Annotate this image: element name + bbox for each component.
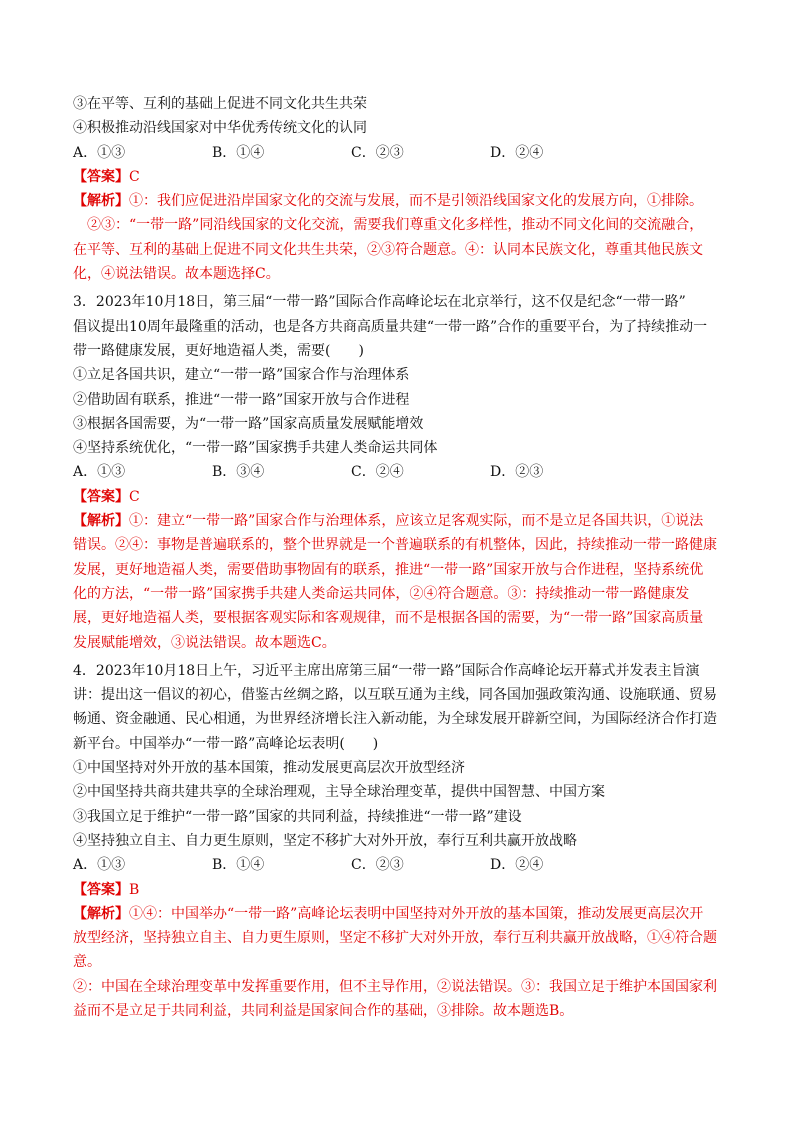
q4-stem-line-4: 新平台。中国举办“一带一路”高峰论坛表明( ): [73, 735, 379, 752]
q3-analysis-line-2: 错误。②④：事物是普遍联系的，整个世界就是一个普遍联系的有机整体，因此，持续推动一带一路健康: [73, 537, 717, 554]
q2-answer: [73, 165, 738, 189]
answer-value: C: [129, 168, 140, 185]
q4-analysis-line-1: [73, 902, 738, 926]
answer-value: C: [129, 488, 140, 505]
q3-item-2: ②借助固有联系，推进“一带一路”国家开放与合作进程: [73, 391, 410, 408]
q4-stem-line-3: 畅通、资金融通、民心相通，为世界经济增长注入新动能，为全球发展开辟新空间，为国际经济合作打造: [73, 711, 717, 728]
q3-item-3: ③根据各国需要，为“一带一路”国家高质量发展赋能增效: [73, 415, 424, 432]
q3-item-1: ①立足各国共识，建立“一带一路”国家合作与治理体系: [73, 367, 410, 384]
q3-analysis-line-5: 展，更好地造福人类，要根据客观实际和客观规律，而不是根据各国的需要，为“一带一路”国家高质量: [73, 610, 704, 627]
q3-analysis-line-4: 化的方法，“一带一路”国家携手共建人类命运共同体，②④符合题意。③：持续推动一带一路健康发: [73, 585, 690, 602]
analysis-text: ①：我们应促进沿岸国家文化的交流与发展，而不是引领沿线国家文化的发展方向，①排除。: [129, 193, 703, 210]
analysis-label: 【解析】: [73, 905, 129, 922]
question-3: [73, 290, 738, 654]
q3-options: [73, 460, 738, 484]
q3-stem-line-2: 倡议提出10周年最隆重的活动，也是各方共商高质量共建“一带一路”合作的重要平台，为了持续推动一: [73, 318, 708, 335]
analysis-text: ①④：中国举办“一带一路”高峰论坛表明中国坚持对外开放的基本国策，推动发展更高层次开: [129, 905, 704, 922]
q2-item-3: ③在平等、互利的基础上促进不同文化共生共荣: [73, 96, 367, 112]
document-page: [73, 92, 738, 1023]
q4-analysis-line-4: ②：中国在全球治理变革中发挥重要作用，但不主导作用，②说法错误。③：我国立足于维护本国国家利: [73, 978, 717, 995]
q4-answer: [73, 878, 738, 902]
q4-option-c: C．②③: [351, 857, 404, 874]
q3-item-4: ④坚持系统优化，“一带一路”国家携手共建人类命运共同体: [73, 440, 438, 457]
q2-option-b: B．①④: [212, 144, 265, 161]
q2-option-a: A．①③: [73, 144, 126, 161]
q2-analysis-line-4: 化，④说法错误。故本题选择C。: [73, 266, 280, 283]
answer-label: 【答案】: [73, 488, 129, 505]
q2-item-4: ④积极推动沿线国家对中华优秀传统文化的认同: [73, 120, 367, 137]
q2-analysis-line-1: [73, 189, 738, 213]
q3-option-b: B．③④: [212, 464, 265, 481]
q4-analysis-line-2: 放型经济，坚持独立自主、自力更生原则，坚定不移扩大对外开放，奉行互利共赢开放战略，①④符合题: [73, 930, 717, 947]
q3-stem-line-1: 3．2023年10月18日，第三届“一带一路”国际合作高峰论坛在北京举行，这不仅是纪念“一带一路”: [73, 294, 686, 311]
q2-analysis-line-3: 在平等、互利的基础上促进不同文化共生共荣，②③符合题意。④：认同本民族文化，尊重其他民族文: [73, 241, 703, 258]
q2-option-c: C．②③: [351, 144, 404, 161]
q3-answer: [73, 485, 738, 509]
q2-options: [73, 141, 738, 165]
q2-option-d: D．②④: [490, 144, 544, 161]
question-2: [73, 92, 738, 286]
q3-analysis-line-3: 发展，更好地造福人类，需要借助事物固有的联系，推进“一带一路”国家开放与合作进程，坚持系统优: [73, 561, 704, 578]
q3-option-d: D．②③: [490, 464, 544, 481]
analysis-text: ①：建立“一带一路”国家合作与治理体系，应该立足客观实际，而不是立足各国共识，①说法: [129, 513, 704, 530]
q4-item-1: ①中国坚持对外开放的基本国策，推动发展更高层次开放型经济: [73, 760, 465, 777]
q4-analysis-line-5: 益而不是立足于共同利益，共同利益是国家间合作的基础，③排除。故本题选B。: [73, 1002, 574, 1019]
analysis-label: 【解析】: [73, 193, 129, 210]
q4-item-3: ③我国立足于维护“一带一路”国家的共同利益，持续推进“一带一路”建设: [73, 808, 522, 825]
q4-option-b: B．①④: [212, 857, 265, 874]
question-4: [73, 659, 738, 1023]
q4-analysis-line-3: 意。: [73, 954, 101, 971]
q4-stem-line-1: 4．2023年10月18日上午，习近平主席出席第三届“一带一路”国际合作高峰论坛开幕式并发表主旨演: [73, 662, 700, 679]
q4-option-d: D．②④: [490, 857, 544, 874]
q3-option-c: C．②④: [351, 464, 404, 481]
q4-stem-line-2: 讲：提出这一倡议的初心，借鉴古丝绸之路，以互联互通为主线，同各国加强政策沟通、设施联通、贸易: [73, 687, 717, 704]
analysis-label: 【解析】: [73, 513, 129, 530]
q4-item-2: ②中国坚持共商共建共享的全球治理观，主导全球治理变革，提供中国智慧、中国方案: [73, 784, 605, 801]
answer-label: 【答案】: [73, 168, 129, 185]
answer-value: B: [129, 881, 140, 898]
q4-item-4: ④坚持独立自主、自力更生原则，坚定不移扩大对外开放，奉行互利共赢开放战略: [73, 832, 577, 849]
q3-analysis-line-1: [73, 509, 738, 533]
q2-analysis-line-2: ②③：“一带一路”同沿线国家的文化交流，需要我们尊重文化多样性，推动不同文化间的交流融合，: [87, 217, 704, 234]
q4-options: [73, 853, 738, 877]
answer-label: 【答案】: [73, 881, 129, 898]
q4-option-a: A．①③: [73, 857, 126, 874]
q3-analysis-line-6: 发展赋能增效，③说法错误。故本题选C。: [73, 634, 336, 651]
q3-stem-line-3: 带一路健康发展，更好地造福人类，需要( ): [73, 342, 364, 359]
q3-option-a: A．①③: [73, 464, 126, 481]
